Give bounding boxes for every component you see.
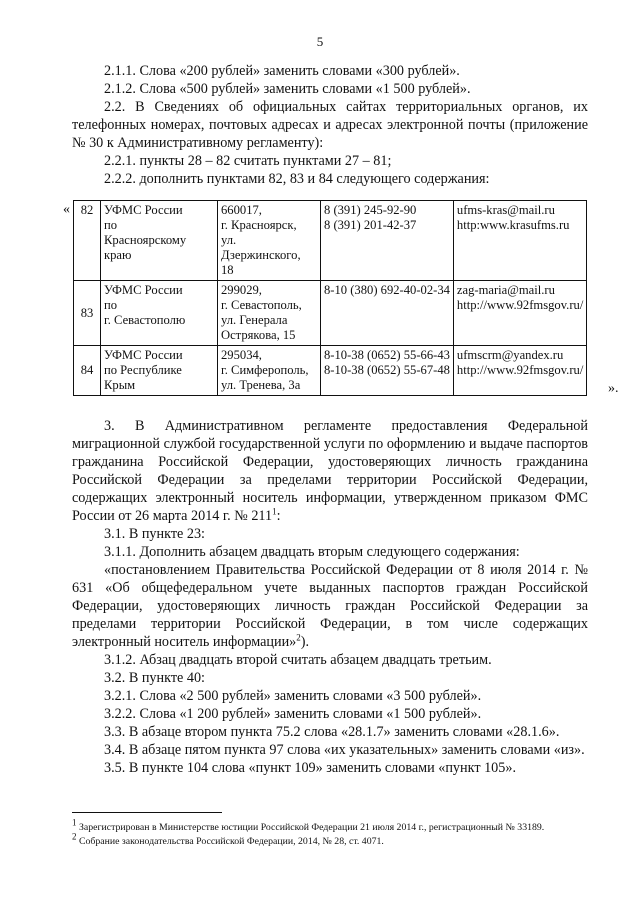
table-open-quote: «: [63, 202, 70, 217]
phone-cell-line: 8 (391) 201-42-37: [324, 218, 417, 232]
postal-address-cell-line: ул. Тренева, 3а: [221, 378, 301, 392]
office-name-cell-line: Красноярскому: [104, 233, 187, 247]
postal-address-cell: [218, 281, 321, 346]
paragraph-3-3: 3.3. В абзаце втором пункта 75.2 слова «28.1.7» заменить словами «28.1.6».: [104, 724, 560, 740]
postal-address-cell-line: 18: [221, 263, 234, 277]
phone-cell-line: 8-10 (380) 692-40-02-34: [324, 283, 450, 297]
postal-address-cell-line: г. Красноярск,: [221, 218, 297, 232]
paragraph-3-5: 3.5. В пункте 104 слова «пункт 109» заменить словами «пункт 105».: [104, 760, 516, 776]
postal-address-cell-line: Дзержинского,: [221, 248, 301, 262]
paragraph-3: [72, 417, 588, 525]
postal-address-cell-line: г. Симферополь,: [221, 363, 309, 377]
intro-block: [72, 62, 588, 188]
email-website-cell-line: zag-maria@mail.ru: [456, 283, 555, 297]
footnote-2-text: Собрание законодательства Российской Федерации, 2014, № 28, ст. 4071.: [78, 836, 384, 847]
phone-cell-line: 8-10-38 (0652) 55-66-43: [324, 348, 450, 362]
page-number: 5: [316, 34, 324, 49]
email-website-cell: [453, 281, 586, 346]
paragraph-3-end: :: [276, 508, 281, 524]
paragraph-2-2-1: 2.2.1. пункты 28 – 82 считать пунктами 27 – 81;: [104, 153, 392, 169]
phone-cell: [321, 281, 454, 346]
row-number: 83: [74, 281, 101, 346]
footnote-1-mark: 1: [72, 817, 77, 828]
postal-address-cell-line: 299029,: [221, 283, 262, 297]
paragraph-2-2-2: 2.2.2. дополнить пунктами 82, 83 и 84 следующего содержания:: [104, 171, 490, 187]
footnote-ref-2: 2: [296, 632, 301, 643]
office-name-cell-line: г. Севастополю: [104, 313, 186, 327]
postal-address-cell-line: ул.: [221, 233, 237, 247]
office-name-cell: [101, 201, 218, 281]
paragraph-3-2: 3.2. В пункте 40:: [104, 670, 205, 686]
email-website-cell: [453, 201, 586, 281]
email-website-cell-line: http://www.92fmsgov.ru/: [456, 298, 584, 312]
paragraph-3-1: 3.1. В пункте 23:: [104, 526, 205, 542]
footnote-divider: [72, 812, 222, 813]
office-name-cell-line: УФМС России: [104, 283, 183, 297]
paragraph-quote: [72, 561, 588, 651]
paragraph-3-2-2: 3.2.2. Слова «1 200 рублей» заменить словами «1 500 рублей».: [104, 706, 482, 722]
paragraph-2-1-1: 2.1.1. Слова «200 рублей» заменить словами «300 рублей».: [104, 63, 460, 79]
table-row: [74, 281, 587, 346]
postal-address-cell-line: 295034,: [221, 348, 262, 362]
postal-address-cell: [218, 201, 321, 281]
phone-cell: [321, 201, 454, 281]
postal-address-cell-line: г. Севастополь,: [221, 298, 302, 312]
phone-cell-line: 8 (391) 245-92-90: [324, 203, 417, 217]
phone-cell: [321, 346, 454, 396]
email-website-cell-line: ufmscrm@yandex.ru: [456, 348, 564, 362]
office-name-cell: [101, 281, 218, 346]
row-number: 84: [74, 346, 101, 396]
postal-address-cell-line: Острякова, 15: [221, 328, 296, 342]
office-name-cell-line: Крым: [104, 378, 136, 392]
table-row: [74, 201, 587, 281]
table-close-quote: ».: [608, 381, 619, 396]
offices-table: [73, 200, 587, 396]
office-name-cell-line: УФМС России: [104, 348, 183, 362]
email-website-cell-line: ufms-kras@mail.ru: [456, 203, 555, 217]
footnote-ref-1: 1: [272, 506, 277, 517]
paragraph-3-4: 3.4. В абзаце пятом пункта 97 слова «их указательных» заменить словами «из».: [104, 742, 585, 758]
quote-end: ).: [300, 634, 310, 650]
paragraph-3-2-1: 3.2.1. Слова «2 500 рублей» заменить словами «3 500 рублей».: [104, 688, 482, 704]
office-name-cell-line: краю: [104, 248, 132, 262]
postal-address-cell-line: 660017,: [221, 203, 262, 217]
paragraph-3-1-1: 3.1.1. Дополнить абзацем двадцать вторым следующего содержания:: [104, 544, 520, 560]
footnote-1: [72, 817, 612, 834]
table-row: [74, 346, 587, 396]
paragraph-2-2: 2.2. В Сведениях об официальных сайтах территориальных органов, их телефонных номерах, почтовых адресах и адресах электронной почты (приложение № 30 к Административному регламенту):: [72, 99, 588, 151]
office-name-cell-line: по: [104, 298, 118, 312]
footnote-1-text: Зарегистрирован в Министерстве юстиции Российской Федерации 21 июля 2014 г., регистрационный № 33189.: [78, 822, 545, 833]
paragraph-3-text: 3. В Административном регламенте предоставления Федеральной миграционной службой государственной услуги по оформлению и выдаче паспортов гражданина Российской Федерации, удостоверяющих личность гражданина Российской Федерации за пределами территории Российской Федерации, содержащих электронный носитель информации, утвержденном приказом ФМС России от 26 марта 2014 г. № 211: [72, 418, 588, 524]
footnote-2: [72, 831, 612, 848]
section-3: [72, 417, 588, 777]
office-name-cell-line: по: [104, 218, 118, 232]
office-name-cell: [101, 346, 218, 396]
email-website-cell-line: http://www.92fmsgov.ru/: [456, 363, 584, 377]
postal-address-cell-line: ул. Генерала: [221, 313, 288, 327]
paragraph-2-1-2: 2.1.2. Слова «500 рублей» заменить словами «1 500 рублей».: [104, 81, 471, 97]
row-number: 82: [74, 201, 101, 281]
phone-cell-line: 8-10-38 (0652) 55-67-48: [324, 363, 450, 377]
email-website-cell: [453, 346, 586, 396]
email-website-cell-line: http:www.krasufms.ru: [456, 218, 570, 232]
paragraph-3-1-2: 3.1.2. Абзац двадцать второй считать абзацем двадцать третьим.: [104, 652, 492, 668]
office-name-cell-line: УФМС России: [104, 203, 183, 217]
office-name-cell-line: по Республике: [104, 363, 182, 377]
footnote-2-mark: 2: [72, 831, 77, 842]
quote-text: «постановлением Правительства Российской Федерации от 8 июля 2014 г. № 631 «Об общефедеральном учете выданных паспортов граждан Российской Федерации, удостоверяющих личность граждан Российской Федерации за пределами территории Российской Федерации, в том числе содержащих электронный носитель информации»: [72, 562, 588, 650]
postal-address-cell: [218, 346, 321, 396]
